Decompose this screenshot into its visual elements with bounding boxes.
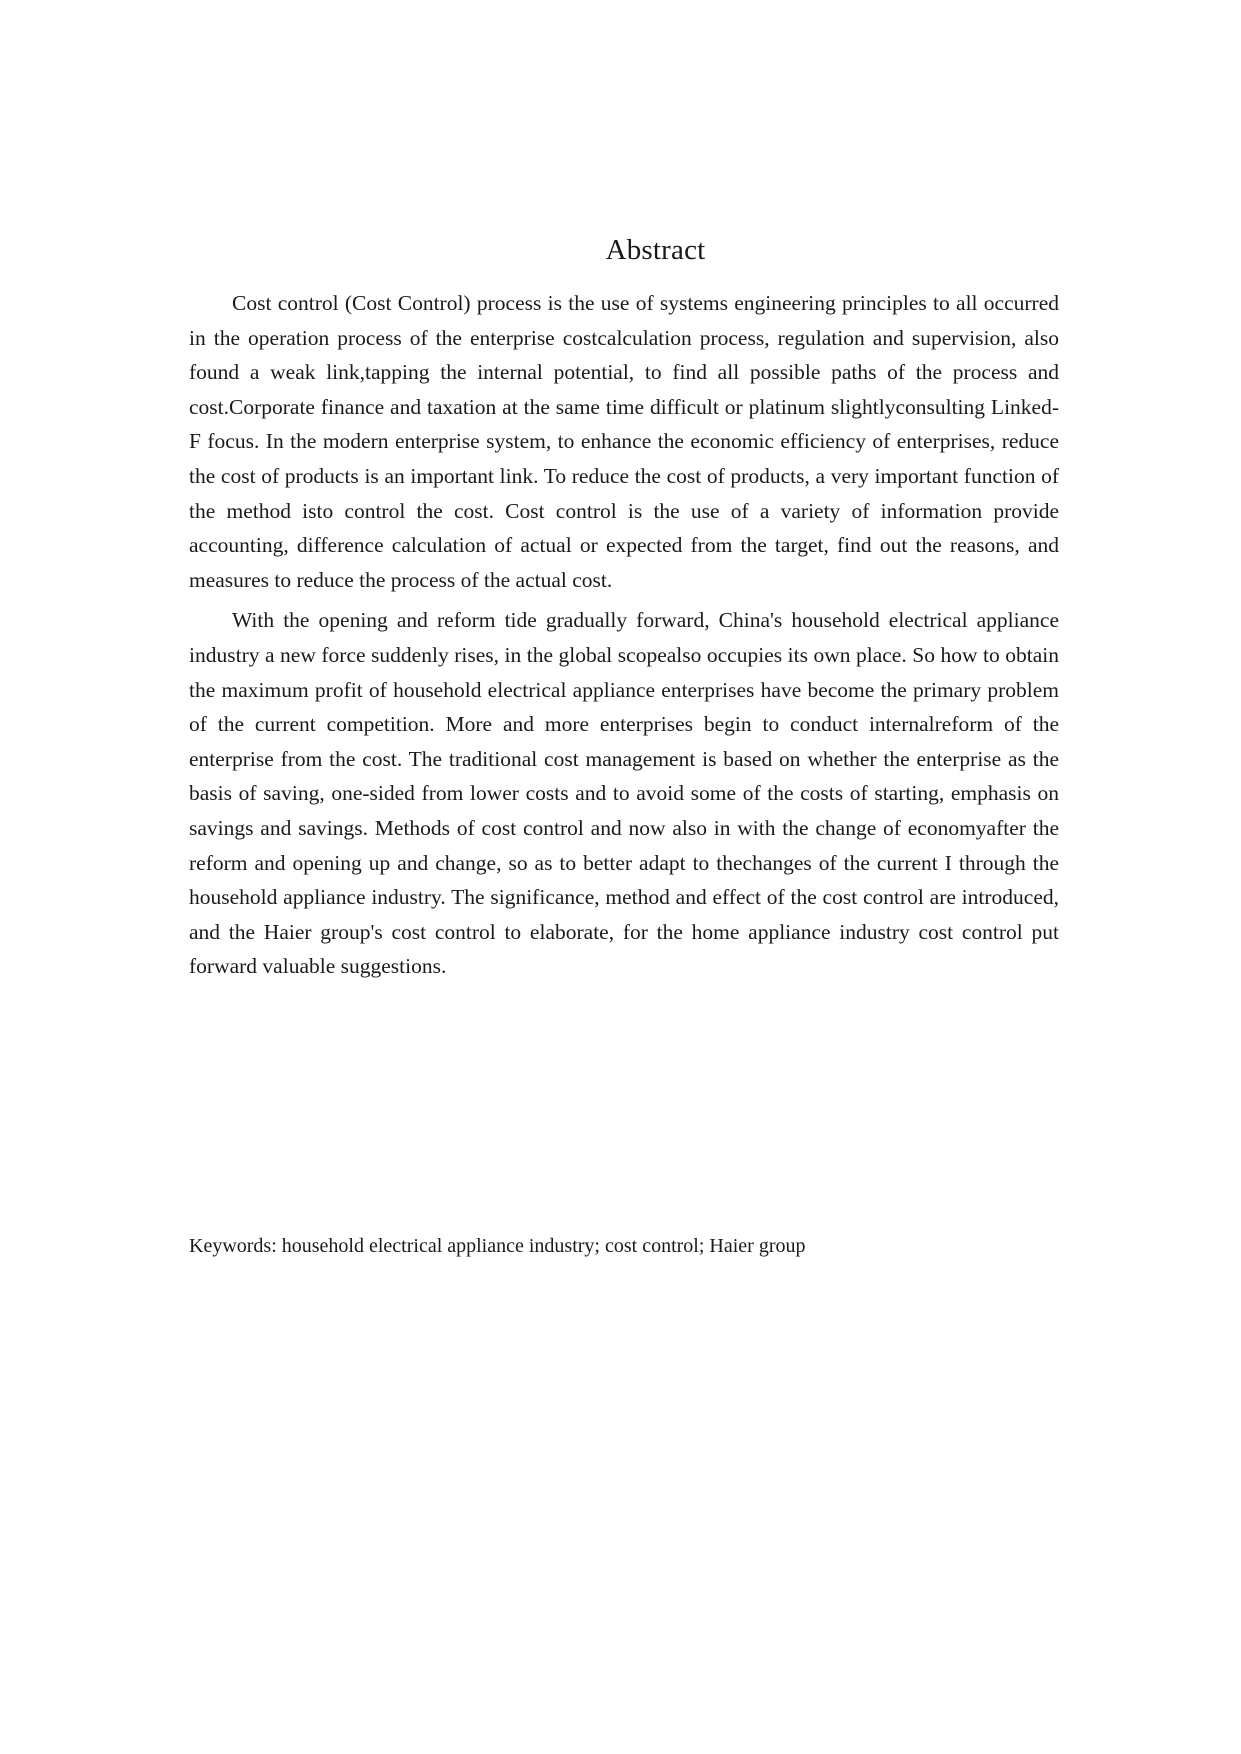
abstract-paragraph-1: Cost control (Cost Control) process is the use of systems engineering principles to all occurred in the operation process of the enterprise costcalculation process, regulation and supervision, also found a weak link,tapping the internal potential, to find all possible paths of the process and cost.Corporate finance and taxation at the same time difficult or platinum slightlyconsulting Linked-F focus. In the modern enterprise system, to enhance the economic efficiency of enterprises, reduce the cost of products is an important link. To reduce the cost of products, a very important function of the method isto control the cost. Cost control is the use of a variety of information provide accounting, difference calculation of actual or expected from the target, find out the reasons, and measures to reduce the process of the actual cost. (189, 291, 1059, 592)
abstract-body (189, 286, 1059, 984)
keywords-line: Keywords: household electrical appliance industry; cost control; Haier group (189, 1235, 806, 1257)
abstract-title: Abstract (605, 234, 706, 266)
abstract-paragraph-2: With the opening and reform tide gradually forward, China's household electrical appliance industry a new force suddenly rises, in the global scopealso occupies its own place. So how to obtain the maximum profit of household electrical appliance enterprises have become the primary problem of the current competition. More and more enterprises begin to conduct internalreform of the enterprise from the cost. The traditional cost management is based on whether the enterprise as the basis of saving, one-sided from lower costs and to avoid some of the costs of starting, emphasis on savings and savings. Methods of cost control and now also in with the change of economyafter the reform and opening up and change, so as to better adapt to thechanges of the current I through the household appliance industry. The significance, method and effect of the cost control are introduced, and the Haier group's cost control to elaborate, for the home appliance industry cost control put forward valuable suggestions. (189, 608, 1059, 979)
